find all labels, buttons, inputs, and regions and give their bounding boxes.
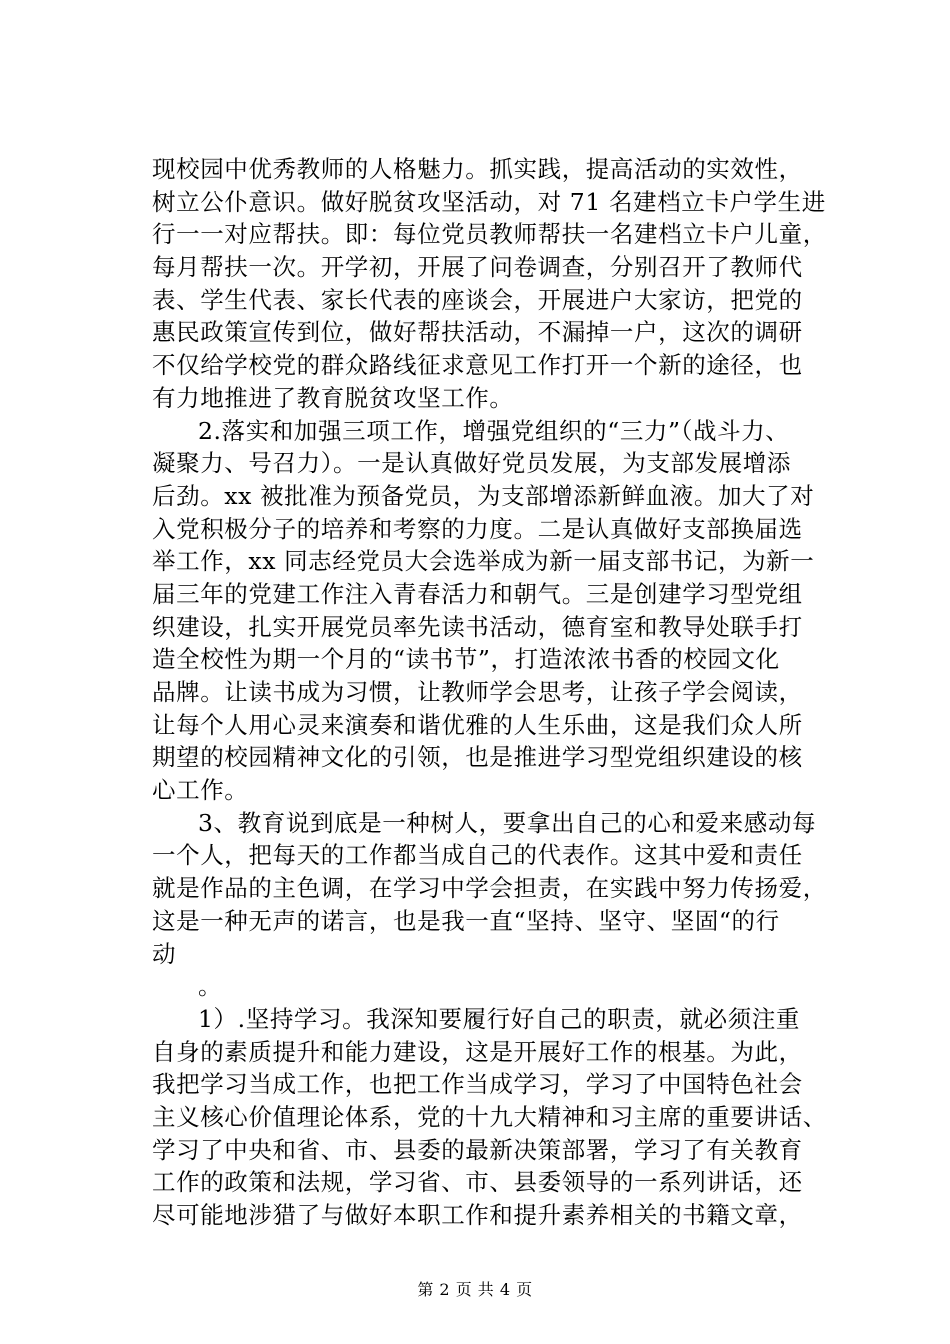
text-line: 不仅给学校党的群众路线征求意见工作打开一个新的途径，也 <box>152 351 803 380</box>
text-line: 让每个人用心灵来演奏和谐优雅的人生乐曲，这是我们众人所 <box>152 710 803 739</box>
paragraph-start-line: 1）.坚持学习。我深知要履行好自己的职责，就必须注重 <box>198 1004 801 1033</box>
text-line: 自身的素质提升和能力建设，这是开展好工作的根基。为此， <box>152 1037 803 1066</box>
text-line: 工作的政策和法规，学习省、市、县委领导的一系列讲话，还 <box>152 1168 803 1197</box>
text-line: 造全校性为期一个月的“读书节”，打造浓浓书香的校园文化 <box>152 645 780 674</box>
text-line: 就是作品的主色调，在学习中学会担责，在实践中努力传扬爱， <box>152 874 827 903</box>
page-number: 第 2 页 共 4 页 <box>417 1280 533 1299</box>
text-line: 现校园中优秀教师的人格魅力。抓实践，提高活动的实效性， <box>152 155 803 183</box>
text-line: 行一一对应帮扶。即：每位党员教师帮扶一名建档立卡户儿童， <box>152 220 827 249</box>
text-line: 期望的校园精神文化的引领，也是推进学习型党组织建设的核 <box>152 743 803 772</box>
text-line: 学习了中央和省、市、县委的最新决策部署，学习了有关教育 <box>152 1135 803 1164</box>
text-line: 主义核心价值理论体系，党的十九大精神和习主席的重要讲话、 <box>152 1102 827 1131</box>
text-line: 这是一种无声的诺言，也是我一直“坚持、坚守、坚固“的行 <box>152 906 780 935</box>
text-line: 。 <box>198 972 223 1001</box>
body-text <box>152 153 832 1232</box>
text-line: 树立公仆意识。做好脱贫攻坚活动，对 71 名建档立卡户学生进 <box>152 187 826 216</box>
text-line: 一个人，把每天的工作都当成自己的代表作。这其中爱和责任 <box>152 841 803 870</box>
text-line: 我把学习当成工作，也把工作当成学习，学习了中国特色社会 <box>152 1070 803 1099</box>
text-line: 惠民政策宣传到位，做好帮扶活动，不漏掉一户，这次的调研 <box>152 318 803 347</box>
text-line: 届三年的党建工作注入青春活力和朝气。三是创建学习型党组 <box>152 579 803 608</box>
text-line: 有力地推进了教育脱贫攻坚工作。 <box>152 383 514 412</box>
text-line: 品牌。让读书成为习惯，让教师学会思考，让孩子学会阅读， <box>152 678 803 706</box>
text-line: 表、学生代表、家长代表的座谈会，开展进户大家访，把党的 <box>152 285 803 314</box>
text-line: 尽可能地涉猎了与做好本职工作和提升素养相关的书籍文章， <box>152 1201 803 1229</box>
text-line: 后劲。xx 被批准为预备党员，为支部增添新鲜血液。加大了对 <box>152 481 815 510</box>
text-line: 织建设，扎实开展党员率先读书活动，德育室和教导处联手打 <box>152 612 803 641</box>
text-line: 动 <box>152 939 177 968</box>
page-footer <box>0 1280 950 1300</box>
text-line: 每月帮扶一次。开学初，开展了问卷调查，分别召开了教师代 <box>152 253 803 282</box>
paragraph-start-line: 3、教育说到底是一种树人，要拿出自己的心和爱来感动每 <box>198 808 817 837</box>
text-line: 凝聚力、号召力）。一是认真做好党员发展，为支部发展增添 <box>152 449 791 478</box>
text-line: 入党积极分子的培养和考察的力度。二是认真做好支部换届选 <box>152 514 803 543</box>
text-line: 心工作。 <box>152 776 249 805</box>
text-line: 举工作，xx 同志经党员大会选举成为新一届支部书记，为新一 <box>152 547 815 576</box>
paragraph-start-line: 2.落实和加强三项工作，增强党组织的“三力”（战斗力、 <box>198 416 790 445</box>
